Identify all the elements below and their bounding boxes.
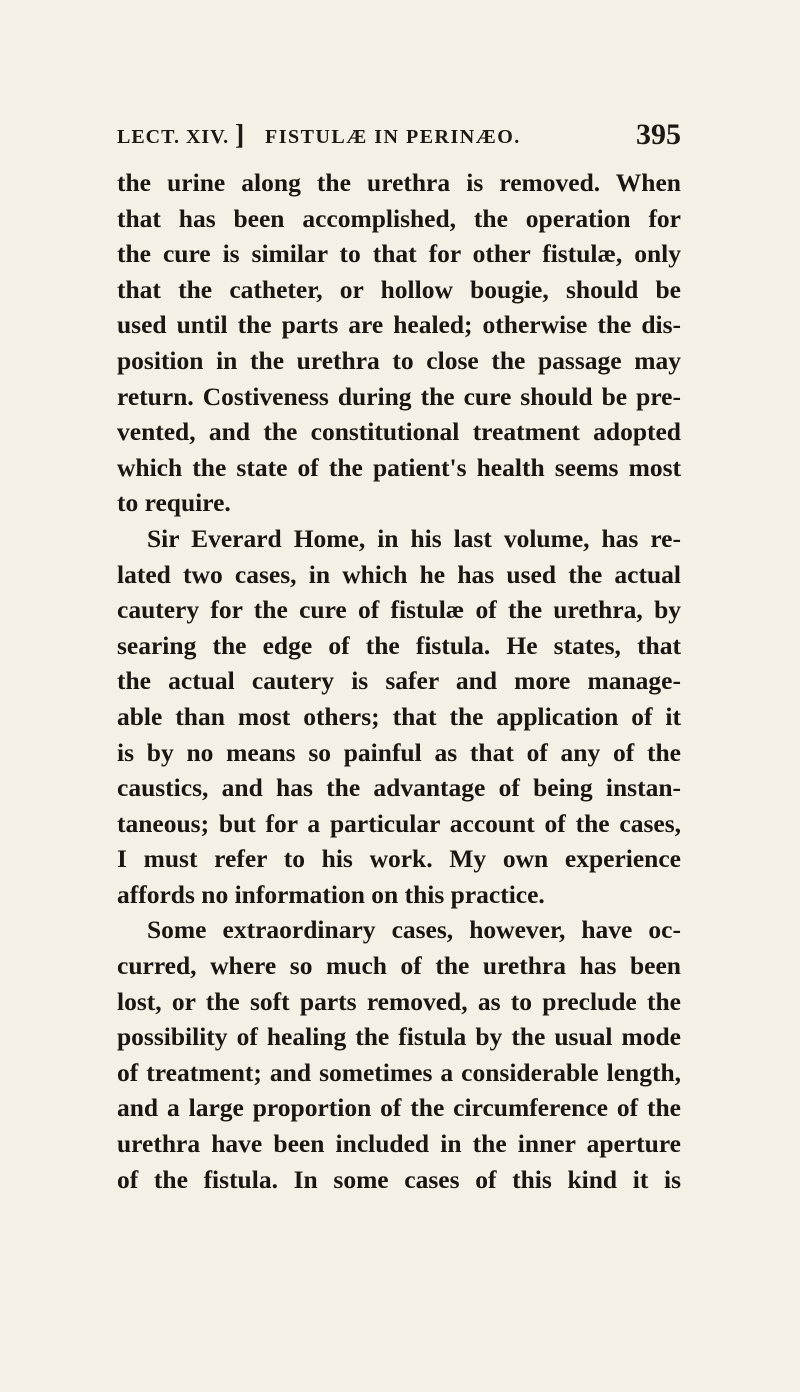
text-line: lost, or the soft parts removed, as to preclude the [117, 986, 681, 1016]
text-line: caustics, and has the advantage of being instan- [117, 773, 681, 803]
paragraph-end-line: affords no information on this practice. [117, 879, 545, 909]
text-line: of the fistula. In some cases of this kind it is [117, 1164, 681, 1194]
text-line: which the state of the patient's health seems most [117, 452, 681, 482]
text-line: possibility of healing the fistula by the usual mode [117, 1022, 681, 1052]
text-line: urethra have been included in the inner aperture [117, 1129, 681, 1159]
text-line: that the catheter, or hollow bougie, should be [117, 274, 681, 304]
text-line: taneous; but for a particular account of the cases, [117, 808, 681, 838]
paragraph-end-line: to require. [117, 488, 231, 518]
text-line: vented, and the constitutional treatment adopted [117, 417, 681, 447]
page-number: 395 [636, 118, 681, 151]
text-line: cautery for the cure of fistulæ of the urethra, by [117, 595, 681, 625]
text-line: the cure is similar to that for other fistulæ, only [117, 239, 681, 269]
chapter-title: FISTULÆ IN PERINÆO. [265, 126, 521, 148]
text-line: the actual cautery is safer and more manage- [117, 666, 681, 696]
paragraph-start-line: Sir Everard Home, in his last volume, has re- [147, 523, 681, 553]
text-line: the urine along the urethra is removed. When [117, 168, 681, 197]
text-line: searing the edge of the fistula. He states, that [117, 630, 681, 660]
text-line: I must refer to his work. My own experience [117, 844, 681, 874]
text-line: return. Costiveness during the cure should be pre- [117, 381, 681, 411]
text-line: is by no means so painful as that of any of the [117, 737, 681, 767]
body-text [117, 165, 681, 1197]
header-bracket: ] [235, 120, 245, 151]
text-line: used until the parts are healed; otherwise the dis- [117, 310, 681, 340]
text-line: curred, where so much of the urethra has been [117, 951, 681, 981]
text-line: lated two cases, in which he has used the actual [117, 559, 681, 589]
lecture-number: LECT. XIV. [117, 126, 230, 148]
text-line: able than most others; that the application of it [117, 701, 681, 731]
paragraph-start-line: Some extraordinary cases, however, have oc- [147, 915, 681, 945]
text-line: and a large proportion of the circumference of the [117, 1093, 681, 1123]
running-head [117, 118, 681, 154]
text-line: of treatment; and sometimes a considerable length, [117, 1057, 681, 1087]
text-line: position in the urethra to close the passage may [117, 345, 681, 375]
text-line: that has been accomplished, the operation for [117, 203, 681, 233]
